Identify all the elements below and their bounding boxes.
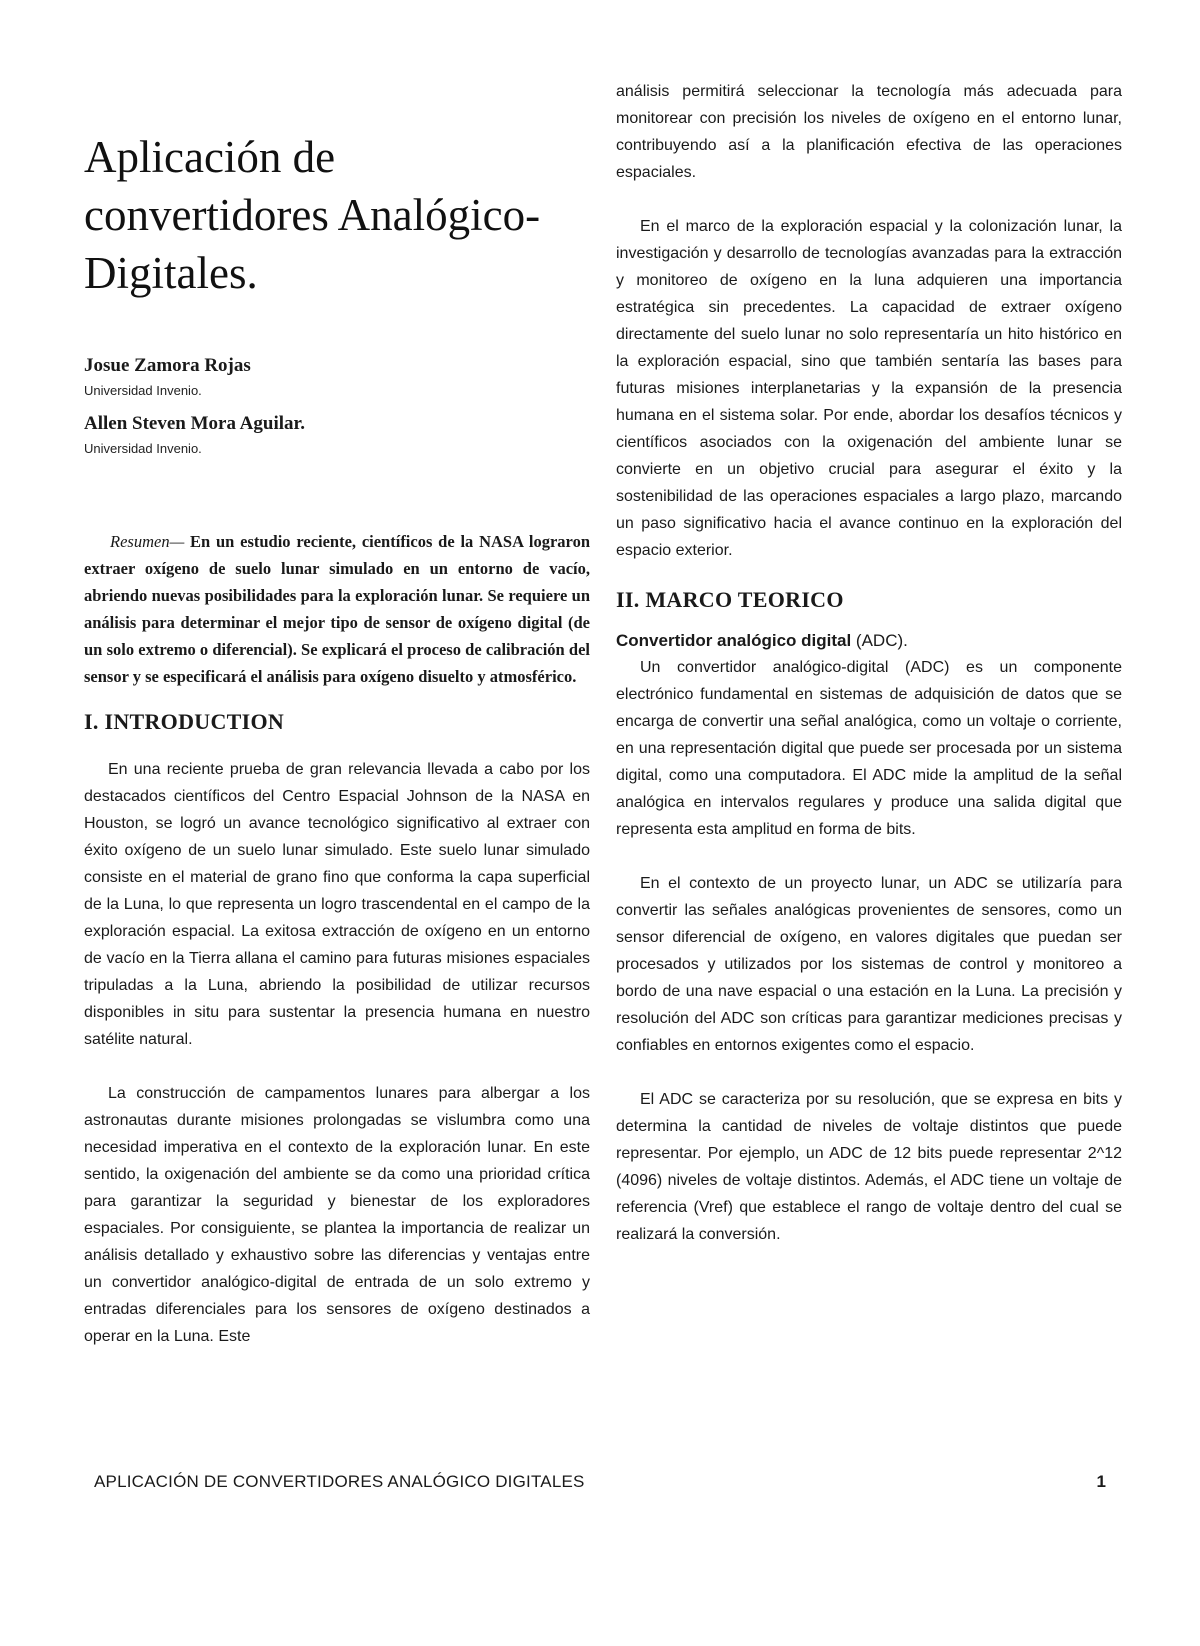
- intro-paragraph: La construcción de campamentos lunares para albergar a los astronautas durante misiones prolongadas se vislumbra como una necesidad imperativa en el contexto de la exploración lunar. En este sentido, la oxigenación del ambiente se da como una prioridad crítica para garantizar la seguridad y bienestar de los exploradores espaciales. Por consiguiente, se plantea la importancia de realizar un análisis detallado y exhaustivo sobre las diferencias y ventajas entre un convertidor analógico-digital de entrada de un solo extremo y entradas diferenciales para los sensores de oxígeno destinados a operar en la Luna. Este: [84, 1085, 590, 1345]
- adc-paragraph: El ADC se caracteriza por su resolución, que se expresa en bits y determina la cantidad de niveles de voltaje distintos que puede representar. Por ejemplo, un ADC de 12 bits puede representar 2^12 (4096) niveles de voltaje distintos. Además, el ADC tiene un voltaje de referencia (Vref) que establece el rango de voltaje dentro del cual se realizará la conversión.: [616, 1091, 1122, 1243]
- left-column: [84, 128, 590, 1350]
- subsection-heading-text: Convertidor analógico digital: [616, 631, 852, 650]
- intro-paragraph: En el marco de la exploración espacial y la colonización lunar, la investigación y desarrollo de tecnologías avanzadas para la extracción y monitoreo de oxígeno en la luna adquieren una importancia estratégica sin precedentes. La capacidad de extraer oxígeno directamente del suelo lunar no solo representaría un hito histórico en la exploración espacial, sino que también sentaría las bases para futuras misiones interplanetarias y la expansión de la presencia humana en el sistema solar. Por ende, abordar los desafíos técnicos y científicos asociados con la oxigenación del ambiente lunar se convierte en un objetivo crucial para asegurar el éxito y la sostenibilidad de las operaciones espaciales a largo plazo, marcando un paso significativo hacia el avance continuo en la exploración del espacio exterior.: [616, 218, 1122, 559]
- running-title: APLICACIÓN DE CONVERTIDORES ANALÓGICO DIGITALES: [94, 1472, 585, 1491]
- section-heading-introduction: I. INTRODUCTION: [84, 709, 285, 734]
- section-heading-marco-teorico: II. MARCO TEORICO: [616, 587, 844, 612]
- abstract-text: En un estudio reciente, científicos de la NASA lograron extraer oxígeno de suelo lunar simulado en un entorno de vacío, abriendo nuevas posibilidades para la exploración lunar. Se requiere un análisis para determinar el mejor tipo de sensor de oxígeno digital (de un solo extremo o diferencial). Se explicará el proceso de calibración del sensor y se especificará el análisis para oxígeno disuelto y atmosférico.: [84, 532, 590, 686]
- page-number: 1: [1096, 1472, 1106, 1491]
- author-name: Josue Zamora Rojas: [84, 355, 251, 376]
- right-column: [616, 78, 1122, 1248]
- adc-paragraph: Un convertidor analógico-digital (ADC) es un componente electrónico fundamental en sistemas de adquisición de datos que se encarga de convertir una señal analógica, como un voltaje o corriente, en una representación digital que puede ser procesada por un sistema digital, como una computadora. El ADC mide la amplitud de la señal analógica en intervalos regulares y produce una salida digital que representa esta amplitud en forma de bits.: [616, 659, 1122, 838]
- subsection-heading: [616, 628, 1122, 654]
- author-affiliation: Universidad Invenio.: [84, 441, 202, 456]
- author-name: Allen Steven Mora Aguilar.: [84, 413, 305, 434]
- abstract: [84, 528, 590, 690]
- author-block: [84, 354, 590, 400]
- subsection-heading-tail: (ADC).: [851, 631, 908, 650]
- abstract-label: Resumen—: [110, 532, 185, 551]
- adc-paragraph: En el contexto de un proyecto lunar, un ADC se utilizaría para convertir las señales analógicas provenientes de sensores, como un sensor diferencial de oxígeno, en valores digitales que puedan ser procesados y utilizados por los sistemas de control y monitoreo a bordo de una nave espacial o una estación en la Luna. La precisión y resolución del ADC son críticas para garantizar mediciones precisas y confiables en entornos exigentes como el espacio.: [616, 875, 1122, 1054]
- paper-title: Aplicación de convertidores Analógico-Digitales.: [84, 132, 541, 298]
- intro-paragraph-continued: análisis permitirá seleccionar la tecnología más adecuada para monitorear con precisión los niveles de oxígeno en el entorno lunar, contribuyendo así a la planificación efectiva de las operaciones espaciales.: [616, 83, 1122, 181]
- author-affiliation: Universidad Invenio.: [84, 383, 202, 398]
- author-block: [84, 412, 590, 458]
- intro-paragraph: En una reciente prueba de gran relevancia llevada a cabo por los destacados científicos del Centro Espacial Johnson de la NASA en Houston, se logró un avance tecnológico significativo al extraer con éxito oxígeno de un suelo lunar simulado. Este suelo lunar simulado consiste en el material de grano fino que conforma la capa superficial de la Luna, lo que representa un logro trascendental en el campo de la exploración espacial. La exitosa extracción de oxígeno en un entorno de vacío en la Tierra allana el camino para futuras misiones espaciales tripuladas a la Luna, abriendo la posibilidad de utilizar recursos disponibles in situ para sustentar la presencia humana en nuestro satélite natural.: [84, 761, 590, 1048]
